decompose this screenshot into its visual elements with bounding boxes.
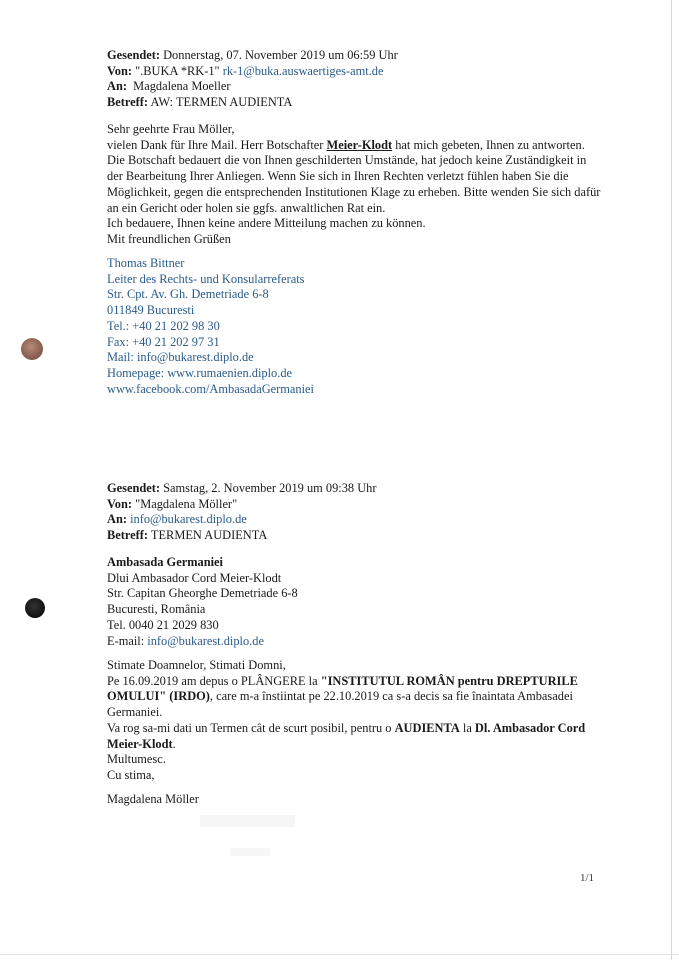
- email2-address: [107, 555, 627, 649]
- email1-body-line: vielen Dank für Ihre Mail. Herr Botschafter Meier-Klodt hat mich gebeten, Ihnen zu antworten.: [107, 137, 585, 152]
- email2-header: [107, 481, 627, 544]
- email2-greeting: Stimate Doamnelor, Stimati Domni,: [107, 658, 286, 672]
- address-email-line: E-mail: info@bukarest.diplo.de: [107, 633, 264, 648]
- signature-tel: Tel.: +40 21 202 98 30: [107, 318, 220, 333]
- email2-from-line: Von: "Magdalena Möller": [107, 496, 238, 511]
- email1-from-line: Von: ".BUKA *RK-1" rk-1@buka.auswaertiges-amt.de: [107, 63, 384, 78]
- email1-sent-line: Gesendet: Donnerstag, 07. November 2019 um 06:59 Uhr: [107, 48, 398, 62]
- email1-body-line: an ein Gericht oder holen sie ggfs. anwaltlichen Rat ein.: [107, 200, 386, 215]
- scan-smudge: [230, 848, 270, 856]
- email1-body: [107, 122, 627, 248]
- email1-body-line: Die Botschaft bedauert die von Ihnen geschilderten Umstände, hat jedoch keine Zuständigkeit in: [107, 153, 587, 168]
- signature-facebook-link[interactable]: www.facebook.com/AmbasadaGermaniei: [107, 381, 315, 396]
- email2-body: [107, 658, 627, 784]
- signature-mail-line: Mail: info@bukarest.diplo.de: [107, 350, 254, 365]
- email2-body-line: Pe 16.09.2019 am depus o PLÂNGERE la "INSTITUTUL ROMÂN pentru DREPTURILE: [107, 673, 578, 688]
- email2-thanks: Multumesc.: [107, 752, 166, 767]
- email1-from-email-link[interactable]: rk-1@buka.auswaertiges-amt.de: [222, 63, 384, 78]
- signature-street: Str. Cpt. Av. Gh. Demetriade 6-8: [107, 287, 269, 302]
- ambassador-name: Meier-Klodt: [326, 137, 393, 152]
- email1-signature: [107, 256, 627, 397]
- email1-greeting: Sehr geehrte Frau Möller,: [107, 122, 235, 136]
- address-line: Str. Capitan Gheorghe Demetriade 6-8: [107, 586, 298, 601]
- email1-subject-line: Betreff: AW: TERMEN AUDIENTA: [107, 95, 293, 110]
- address-organization: Ambasada Germaniei: [107, 555, 223, 569]
- email2-body-line: Meier-Klodt.: [107, 736, 176, 751]
- email1-body-line: der Bearbeitung Ihrer Anliegen. Wenn Sie sich in Ihren Rechten verletzt fühlen haben Sie die: [107, 169, 569, 184]
- email2-body-line: OMULUI" (IRDO), care m-a înstiintat pe 22.10.2019 ca s-a decis sa fie înaintata Ambasadei: [107, 689, 573, 704]
- email2-to-line: An: info@bukarest.diplo.de: [107, 512, 247, 527]
- email1-header: [107, 48, 627, 111]
- address-email-link[interactable]: info@bukarest.diplo.de: [147, 633, 264, 648]
- signature-mail-link[interactable]: info@bukarest.diplo.de: [136, 350, 254, 365]
- email2-to-email-link[interactable]: info@bukarest.diplo.de: [130, 512, 247, 527]
- email2-body-line: Germaniei.: [107, 705, 163, 720]
- page-edge-right: [671, 0, 672, 960]
- signature-homepage-line: Homepage: www.rumaenien.diplo.de: [107, 365, 293, 380]
- signature-homepage-link[interactable]: www.rumaenien.diplo.de: [167, 365, 293, 380]
- email2-signature-name: Magdalena Möller: [107, 792, 199, 806]
- email1-body-line: Ich bedauere, Ihnen keine andere Mitteilung machen zu können.: [107, 216, 426, 231]
- punch-hole-top: [21, 338, 43, 360]
- signature-name: Thomas Bittner: [107, 256, 185, 270]
- address-tel: Tel. 0040 21 2029 830: [107, 617, 219, 632]
- email2-signature: [107, 792, 627, 808]
- address-line: Dlui Ambasador Cord Meier-Klodt: [107, 570, 282, 585]
- signature-city: 011849 Bucuresti: [107, 303, 195, 318]
- page-edge-bottom: [0, 954, 679, 955]
- email1-to-line: An: Magdalena Moeller: [107, 79, 231, 94]
- signature-title: Leiter des Rechts- und Konsularreferats: [107, 271, 305, 286]
- signature-fax: Fax: +40 21 202 97 31: [107, 334, 220, 349]
- scan-smudge: [200, 815, 295, 827]
- email2-sent-line: Gesendet: Samstag, 2. November 2019 um 09:38 Uhr: [107, 481, 377, 495]
- email1-closing: Mit freundlichen Grüßen: [107, 231, 231, 246]
- email2-subject-line: Betreff: TERMEN AUDIENTA: [107, 528, 268, 543]
- address-line: Bucuresti, România: [107, 602, 206, 617]
- email2-regards: Cu stima,: [107, 767, 155, 782]
- punch-hole-bottom: [25, 598, 45, 618]
- page-number: 1/1: [580, 872, 595, 884]
- email1-body-line: Möglichkeit, gegen die entsprechenden Institutionen Klage zu erheben. Bitte wenden Sie sich dafür: [107, 184, 601, 199]
- email2-body-line: Va rog sa-mi dati un Termen cât de scurt posibil, pentru o AUDIENTA la Dl. Ambasador Cord: [107, 720, 586, 735]
